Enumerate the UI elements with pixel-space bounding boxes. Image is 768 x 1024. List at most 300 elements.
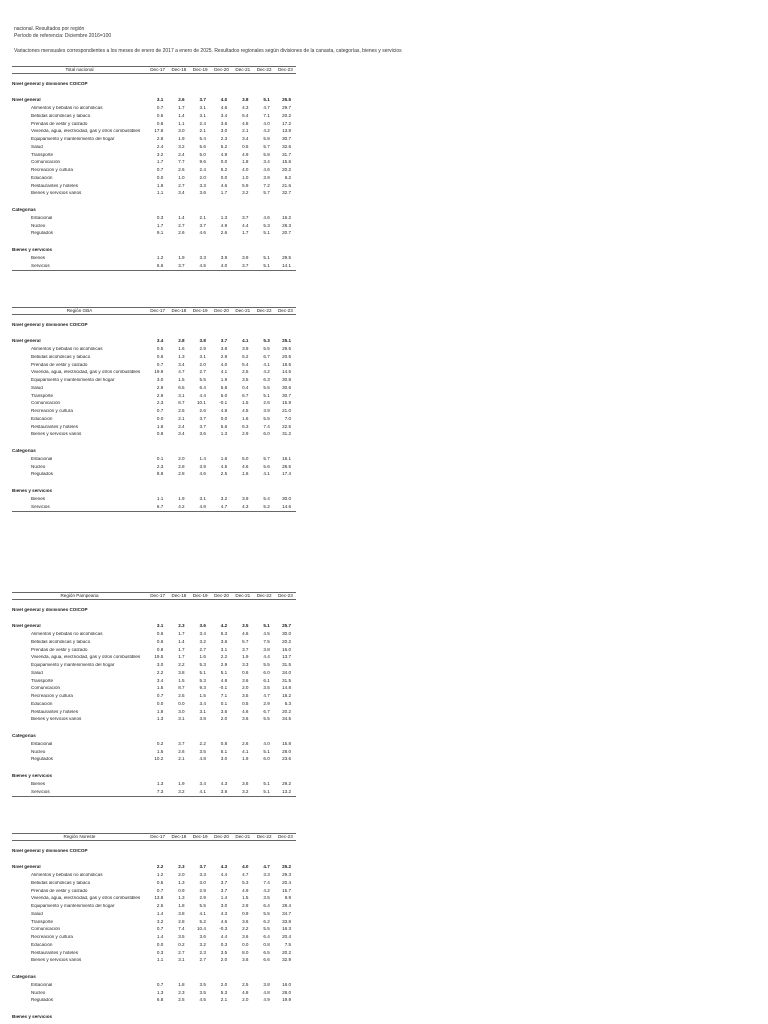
value-cell: 0.0 xyxy=(156,941,164,947)
value-cell: 31.7 xyxy=(282,151,292,157)
value-cell: 4.6 xyxy=(263,214,270,220)
value-cell: 0.8 xyxy=(156,431,164,437)
row-label: Salud xyxy=(31,385,43,390)
value-cell: 16.0 xyxy=(282,646,292,652)
value-cell: 3.5 xyxy=(220,949,228,955)
value-cell: 21.6 xyxy=(282,182,292,188)
value-cell: 5.2 xyxy=(220,143,228,149)
value-cell: 4.6 xyxy=(199,230,206,236)
value-cell: 1.4 xyxy=(178,214,185,220)
value-cell: 5.5 xyxy=(263,415,270,421)
group-heading xyxy=(12,606,296,614)
value-cell: 3.2 xyxy=(199,941,206,947)
row-label: Transporte xyxy=(31,393,54,398)
group-heading xyxy=(12,247,296,255)
value-cell: 2.2 xyxy=(156,864,164,870)
table-section xyxy=(12,307,296,512)
value-cell: 3.2 xyxy=(156,918,164,924)
table-section xyxy=(12,66,296,271)
division-row xyxy=(12,392,296,400)
value-cell: 3.8 xyxy=(242,97,249,103)
division-row xyxy=(12,346,296,354)
row-label: Prendas de vestir y calzado xyxy=(31,647,88,652)
value-cell: 2.8 xyxy=(178,471,185,477)
value-cell: 5.1 xyxy=(263,254,270,260)
division-row xyxy=(12,895,296,903)
value-cell: 1.5 xyxy=(242,895,249,901)
table-header-row xyxy=(12,66,296,74)
value-cell: 7.5 xyxy=(284,941,292,947)
value-cell: 17.2 xyxy=(282,120,292,126)
value-cell: 5.6 xyxy=(199,143,206,149)
goods-row xyxy=(12,788,296,796)
value-cell: 2.7 xyxy=(199,957,206,963)
region-title: Total nacional xyxy=(65,66,94,72)
value-cell: 19.5 xyxy=(154,654,164,660)
value-cell: 3.6 xyxy=(199,431,206,437)
value-cell: 20.2 xyxy=(282,638,292,644)
year-header: Dec-20 xyxy=(214,66,229,72)
value-cell: 3.4 xyxy=(178,361,185,367)
value-cell: 2.6 xyxy=(199,408,206,414)
value-cell: 6.5 xyxy=(178,384,185,390)
value-cell: 2.9 xyxy=(199,895,206,901)
value-cell: 5.3 xyxy=(263,222,270,228)
value-cell: 15.7 xyxy=(282,887,292,893)
year-header: Dec-19 xyxy=(192,592,208,598)
value-cell: 1.5 xyxy=(199,693,206,699)
value-cell: 3.4 xyxy=(178,190,185,196)
row-label: Alimentos y bebidas no alcohólicas xyxy=(31,347,103,352)
row-label: Servicios xyxy=(31,263,50,268)
value-cell: 3.7 xyxy=(220,338,228,344)
value-cell: 10.2 xyxy=(154,756,164,762)
value-cell: 14.1 xyxy=(282,262,292,268)
value-cell: 2.1 xyxy=(178,415,185,421)
value-cell: 1.5 xyxy=(242,400,249,406)
value-cell: 3.6 xyxy=(199,623,206,629)
value-cell: 2.1 xyxy=(178,756,185,762)
value-cell: 1.4 xyxy=(199,455,206,461)
value-cell: 2.3 xyxy=(220,136,228,142)
value-cell: 2.8 xyxy=(156,136,164,142)
value-cell: 1.7 xyxy=(220,190,228,196)
value-cell: 0.4 xyxy=(242,384,249,390)
value-cell: 31.5 xyxy=(282,677,292,683)
row-label: Educación xyxy=(31,416,53,421)
value-cell: 5.4 xyxy=(199,136,206,142)
value-cell: 1.8 xyxy=(156,182,164,188)
value-cell: 4.2 xyxy=(178,503,185,509)
value-cell: 0.7 xyxy=(156,408,164,414)
value-cell: 3.6 xyxy=(242,716,249,722)
value-cell: 1.5 xyxy=(178,377,185,383)
value-cell: 3.1 xyxy=(156,623,164,629)
table-header-row xyxy=(12,833,296,841)
value-cell: 5.0 xyxy=(220,392,228,398)
value-cell: 5.0 xyxy=(242,455,249,461)
value-cell: 18.5 xyxy=(282,361,292,367)
value-cell: 4.9 xyxy=(242,151,249,157)
value-cell: 34.0 xyxy=(282,669,292,675)
value-cell: 0.5 xyxy=(156,879,164,885)
year-header: Dec-22 xyxy=(256,307,272,313)
value-cell: 6.2 xyxy=(263,918,270,924)
value-cell: 4.3 xyxy=(220,910,228,916)
division-row xyxy=(12,631,296,639)
value-cell: 4.7 xyxy=(263,105,270,111)
division-row xyxy=(12,151,296,159)
value-cell: 3.0 xyxy=(220,756,228,762)
value-cell: 4.2 xyxy=(263,887,270,893)
value-cell: 3.6 xyxy=(220,638,228,644)
value-cell: 2.5 xyxy=(178,693,185,699)
value-cell: 0.6 xyxy=(242,669,249,675)
division-row xyxy=(12,190,296,198)
row-label: Alimentos y bebidas no alcohólicas xyxy=(31,873,103,878)
division-row xyxy=(12,903,296,911)
category-row xyxy=(12,230,296,238)
value-cell: 3.9 xyxy=(263,408,270,414)
division-row xyxy=(12,646,296,654)
value-cell: 7.4 xyxy=(263,879,270,885)
value-cell: 2.4 xyxy=(199,120,206,126)
division-row xyxy=(12,700,296,708)
value-cell: 9.6 xyxy=(199,159,206,165)
row-label: Restaurantes y hoteles xyxy=(31,424,78,429)
value-cell: 0.0 xyxy=(156,700,164,706)
value-cell: 1.5 xyxy=(156,748,164,754)
value-cell: 2.3 xyxy=(199,949,206,955)
value-cell: 0.2 xyxy=(156,740,164,746)
division-row xyxy=(12,182,296,190)
division-row xyxy=(12,415,296,423)
value-cell: 4.6 xyxy=(242,708,249,714)
row-label: Restaurantes y hoteles xyxy=(31,709,78,714)
value-cell: 3.7 xyxy=(199,222,206,228)
value-cell: 4.6 xyxy=(199,471,206,477)
division-row xyxy=(12,431,296,439)
row-label: Bebidas alcohólicas y tabaco xyxy=(31,354,91,359)
value-cell: 5.5 xyxy=(263,384,270,390)
value-cell: 6.3 xyxy=(242,423,249,429)
value-cell: 25.2 xyxy=(282,864,292,870)
value-cell: 3.6 xyxy=(242,918,249,924)
value-cell: 2.9 xyxy=(220,662,228,668)
value-cell: 28.0 xyxy=(282,748,292,754)
value-cell: 6.4 xyxy=(199,384,206,390)
value-cell: 17.4 xyxy=(282,471,292,477)
group-heading xyxy=(12,847,296,855)
value-cell: 1.9 xyxy=(178,254,185,260)
value-cell: 4.3 xyxy=(242,105,249,111)
row-label: Educación xyxy=(31,942,53,947)
year-header: Dec-20 xyxy=(214,833,229,839)
value-cell: 33.8 xyxy=(282,918,292,924)
group-heading xyxy=(12,974,296,982)
value-cell: 0.5 xyxy=(156,112,164,118)
value-cell: 3.2 xyxy=(178,788,185,794)
value-cell: 4.4 xyxy=(220,872,228,878)
division-row xyxy=(12,136,296,144)
value-cell: 1.3 xyxy=(178,353,185,359)
value-cell: 3.8 xyxy=(199,716,206,722)
division-row xyxy=(12,174,296,182)
value-cell: 2.3 xyxy=(178,864,185,870)
value-cell: 0.0 xyxy=(156,174,164,180)
value-cell: 2.9 xyxy=(199,346,206,352)
value-cell: 4.9 xyxy=(263,997,270,1003)
row-label: Transporte xyxy=(31,919,54,924)
value-cell: 1.9 xyxy=(242,654,249,660)
value-cell: 0.6 xyxy=(156,638,164,644)
value-cell: 30.7 xyxy=(282,136,292,142)
category-row xyxy=(12,748,296,756)
value-cell: 3.8 xyxy=(263,646,270,652)
value-cell: 2.2 xyxy=(242,926,249,932)
value-cell: 3.1 xyxy=(199,105,206,111)
value-cell: 1.3 xyxy=(156,780,164,786)
value-cell: 5.5 xyxy=(263,716,270,722)
value-cell: 3.8 xyxy=(263,981,270,987)
goods-row xyxy=(12,254,296,262)
row-label: Alimentos y bebidas no alcohólicas xyxy=(31,632,103,637)
value-cell: 5.1 xyxy=(263,780,270,786)
value-cell: 2.1 xyxy=(199,214,206,220)
value-cell: 4.4 xyxy=(242,222,249,228)
value-cell: 2.5 xyxy=(242,369,249,375)
value-cell: 0.7 xyxy=(156,887,164,893)
value-cell: 3.2 xyxy=(242,788,249,794)
value-cell: 2.1 xyxy=(242,128,249,134)
row-label: Regulados xyxy=(31,231,53,236)
value-cell: 1.4 xyxy=(220,895,228,901)
value-cell: 9.1 xyxy=(156,230,164,236)
value-cell: 3.6 xyxy=(242,677,249,683)
value-cell: 6.7 xyxy=(242,392,249,398)
value-cell: 5.5 xyxy=(263,910,270,916)
value-cell: 1.1 xyxy=(156,495,164,501)
value-cell: 4.9 xyxy=(242,887,249,893)
year-header: Dec-19 xyxy=(192,833,208,839)
division-row xyxy=(12,167,296,175)
row-label: Restaurantes y hoteles xyxy=(31,183,78,188)
value-cell: 5.2 xyxy=(220,167,228,173)
value-cell: 1.3 xyxy=(220,431,228,437)
division-row xyxy=(12,112,296,120)
value-cell: 2.3 xyxy=(178,623,185,629)
value-cell: 29.5 xyxy=(282,346,292,352)
division-row xyxy=(12,949,296,957)
value-cell: 3.2 xyxy=(178,143,185,149)
year-header: Dec-19 xyxy=(192,66,208,72)
value-cell: 3.6 xyxy=(199,934,206,940)
row-label: Equipamiento y mantenimiento del hogar xyxy=(31,137,115,142)
row-label: Bienes y servicios xyxy=(12,489,53,494)
value-cell: 3.5 xyxy=(242,623,249,629)
general-row xyxy=(12,338,296,346)
value-cell: 5.6 xyxy=(263,463,270,469)
value-cell: 0.7 xyxy=(156,105,164,111)
value-cell: 5.4 xyxy=(242,112,249,118)
year-header: Dec-18 xyxy=(171,592,187,598)
value-cell: 7.0 xyxy=(284,415,292,421)
value-cell: 3.3 xyxy=(242,662,249,668)
value-cell: 3.4 xyxy=(156,677,164,683)
value-cell: 20.2 xyxy=(282,112,292,118)
division-row xyxy=(12,369,296,377)
value-cell: 3.4 xyxy=(199,631,206,637)
header-line-1: nacional. Resultados por región xyxy=(14,26,85,32)
row-label: Prendas de vestir y calzado xyxy=(31,121,88,126)
value-cell: 1.9 xyxy=(178,780,185,786)
row-label: Bienes y servicios xyxy=(12,774,53,779)
value-cell: 3.4 xyxy=(178,431,185,437)
value-cell: 9.9 xyxy=(284,895,292,901)
value-cell: 16.3 xyxy=(282,926,292,932)
value-cell: 0.7 xyxy=(156,693,164,699)
value-cell: 3.1 xyxy=(199,353,206,359)
header-line-2: Período de referencia: Diciembre 2016=100 xyxy=(14,33,112,39)
value-cell: 4.4 xyxy=(263,654,270,660)
row-label: Alimentos y bebidas no alcohólicas xyxy=(31,106,103,111)
value-cell: 2.8 xyxy=(242,903,249,909)
value-cell: 2.7 xyxy=(199,369,206,375)
row-label: Bienes y servicios xyxy=(12,1015,53,1020)
value-cell: 4.2 xyxy=(263,369,270,375)
value-cell: 9.3 xyxy=(199,685,206,691)
value-cell: 30.7 xyxy=(282,392,292,398)
value-cell: 1.4 xyxy=(178,638,185,644)
value-cell: 3.8 xyxy=(178,669,185,675)
value-cell: 2.0 xyxy=(242,997,249,1003)
value-cell: 2.4 xyxy=(199,167,206,173)
value-cell: 2.6 xyxy=(178,167,185,173)
group-heading xyxy=(12,448,296,456)
value-cell: 29.3 xyxy=(282,872,292,878)
row-label: Núcleo xyxy=(31,223,46,228)
row-label: Estacional xyxy=(31,982,53,987)
year-header: Dec-17 xyxy=(150,307,166,313)
value-cell: 3.5 xyxy=(199,748,206,754)
value-cell: 4.8 xyxy=(263,989,270,995)
value-cell: 3.5 xyxy=(242,693,249,699)
value-cell: 2.8 xyxy=(178,338,185,344)
value-cell: 6.6 xyxy=(263,957,270,963)
value-cell: 14.6 xyxy=(282,503,292,509)
value-cell: 4.0 xyxy=(263,740,270,746)
value-cell: 1.4 xyxy=(178,112,185,118)
row-label: Vivienda, agua, electricidad, gas y otros combustibles xyxy=(31,129,141,134)
value-cell: 4.8 xyxy=(220,408,228,414)
row-label: Recreación y cultura xyxy=(31,409,73,414)
year-header: Dec-18 xyxy=(171,66,187,72)
general-row xyxy=(12,864,296,872)
value-cell: 5.7 xyxy=(263,455,270,461)
value-cell: 5.1 xyxy=(263,230,270,236)
value-cell: 13.2 xyxy=(282,788,292,794)
value-cell: 3.2 xyxy=(156,151,164,157)
value-cell: 3.1 xyxy=(178,957,185,963)
value-cell: 2.7 xyxy=(178,182,185,188)
value-cell: 2.4 xyxy=(156,143,164,149)
value-cell: 2.7 xyxy=(178,949,185,955)
value-cell: 4.6 xyxy=(242,463,249,469)
value-cell: 29.7 xyxy=(282,105,292,111)
value-cell: 0.0 xyxy=(242,941,249,947)
group-heading xyxy=(12,80,296,88)
general-row xyxy=(12,623,296,631)
region-title: Región GBA xyxy=(66,307,93,313)
year-header: Dec-22 xyxy=(256,592,272,598)
value-cell: 18.2 xyxy=(282,693,292,699)
value-cell: 4.0 xyxy=(242,167,249,173)
category-row xyxy=(12,455,296,463)
value-cell: 3.9 xyxy=(220,254,228,260)
row-label: Comunicación xyxy=(31,401,61,406)
value-cell: 3.1 xyxy=(178,392,185,398)
row-label: Bienes y servicios xyxy=(12,248,53,253)
value-cell: 2.6 xyxy=(178,97,185,103)
value-cell: 5.0 xyxy=(199,151,206,157)
row-label: Bebidas alcohólicas y tabaco xyxy=(31,113,91,118)
value-cell: 0.1 xyxy=(220,700,228,706)
value-cell: 16.1 xyxy=(282,455,292,461)
row-label: Recreación y cultura xyxy=(31,694,73,699)
value-cell: 5.1 xyxy=(263,97,270,103)
value-cell: 3.0 xyxy=(220,128,228,134)
value-cell: 3.0 xyxy=(156,662,164,668)
division-row xyxy=(12,716,296,724)
row-label: Nivel general xyxy=(12,865,41,870)
value-cell: 22.5 xyxy=(282,423,292,429)
value-cell: 5.2 xyxy=(263,503,270,509)
division-row xyxy=(12,384,296,392)
row-label: Estacional xyxy=(31,215,53,220)
category-row xyxy=(12,222,296,230)
division-row xyxy=(12,377,296,385)
value-cell: 7.4 xyxy=(178,926,185,932)
row-label: Equipamiento y mantenimiento del hogar xyxy=(31,378,115,383)
value-cell: 28.5 xyxy=(282,463,292,469)
group-heading xyxy=(12,1014,296,1022)
row-label: Bienes y servicios varios xyxy=(31,432,82,437)
row-label: Núcleo xyxy=(31,749,46,754)
row-label: Educación xyxy=(31,701,53,706)
row-label: Bienes y servicios varios xyxy=(31,191,82,196)
value-cell: 3.1 xyxy=(199,708,206,714)
value-cell: 3.9 xyxy=(242,495,249,501)
value-cell: 1.5 xyxy=(156,685,164,691)
value-cell: 16.0 xyxy=(282,981,292,987)
value-cell: 20.2 xyxy=(282,708,292,714)
value-cell: 20.2 xyxy=(282,167,292,173)
value-cell: 2.9 xyxy=(242,431,249,437)
value-cell: 1.2 xyxy=(156,872,164,878)
value-cell: 6.1 xyxy=(263,677,270,683)
year-header: Dec-17 xyxy=(150,592,166,598)
value-cell: 20.2 xyxy=(282,949,292,955)
value-cell: 3.7 xyxy=(242,214,249,220)
value-cell: 3.1 xyxy=(220,646,228,652)
value-cell: 31.5 xyxy=(282,662,292,668)
row-label: Núcleo xyxy=(31,464,46,469)
category-row xyxy=(12,214,296,222)
value-cell: 13.8 xyxy=(154,895,164,901)
division-row xyxy=(12,693,296,701)
division-row xyxy=(12,408,296,416)
value-cell: 6.0 xyxy=(263,431,270,437)
